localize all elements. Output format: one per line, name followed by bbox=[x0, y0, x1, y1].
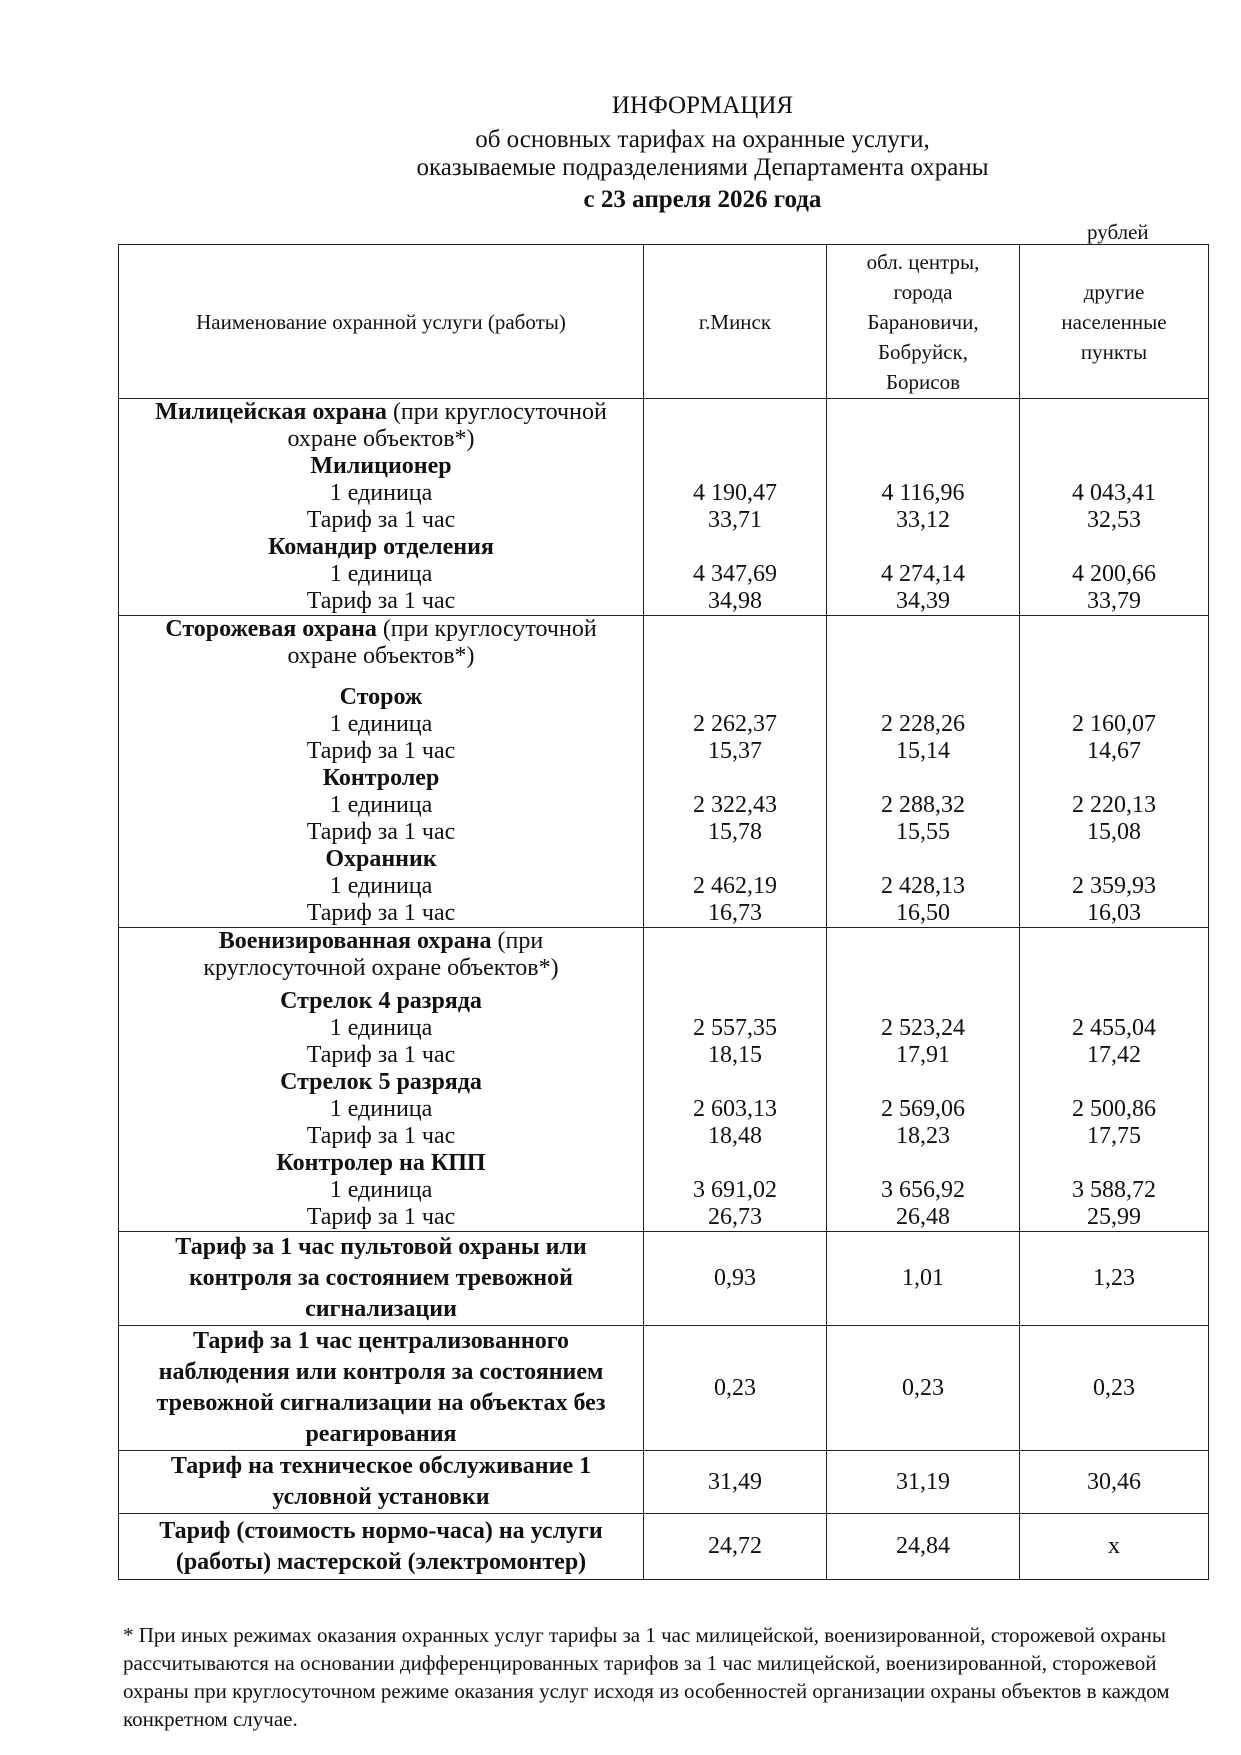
hour-value: 15,37 bbox=[708, 738, 762, 764]
section-blank bbox=[827, 399, 1019, 426]
value-cell-minsk bbox=[644, 616, 827, 928]
unit-label: 1 единица bbox=[329, 1177, 433, 1203]
column-header-other-line: населенные bbox=[1061, 309, 1167, 334]
section-title-line2: охране объектов*) bbox=[287, 426, 475, 452]
section-title-bold: Милицейская охрана bbox=[155, 399, 387, 425]
tariff-row-label: Тариф (стоимость нормо-часа) на услуги (работы) мастерской (электромонтер) bbox=[119, 1514, 644, 1580]
unit-label: 1 единица bbox=[329, 1096, 433, 1122]
section-blank bbox=[1020, 399, 1208, 426]
hour-value: 15,78 bbox=[708, 819, 762, 845]
hour-value: 33,71 bbox=[708, 507, 762, 533]
position-blank bbox=[1020, 988, 1208, 1015]
unit-label: 1 единица bbox=[329, 873, 433, 899]
tariff-row-label: Тариф за 1 час пультовой охраны или контроля за состоянием тревожной сигнализации bbox=[119, 1232, 644, 1326]
section-blank bbox=[644, 928, 826, 955]
unit-value: 2 500,86 bbox=[1072, 1096, 1156, 1122]
tariff-value-other-settlements: 1,23 bbox=[1020, 1232, 1209, 1326]
position-blank bbox=[644, 1069, 826, 1096]
unit-value: 2 455,04 bbox=[1072, 1015, 1156, 1041]
position-name: Охранник bbox=[325, 846, 437, 872]
value-cell-minsk bbox=[644, 928, 827, 1232]
section-blank bbox=[827, 426, 1019, 453]
section-spacer bbox=[644, 670, 826, 684]
unit-value: 3 656,92 bbox=[881, 1177, 965, 1203]
unit-value: 2 603,13 bbox=[693, 1096, 777, 1122]
position-blank bbox=[827, 846, 1019, 873]
section-title-bold: Военизированная охрана bbox=[218, 928, 492, 954]
unit-value: 2 428,13 bbox=[881, 873, 965, 899]
section-blank bbox=[1020, 643, 1208, 670]
section-blank bbox=[644, 399, 826, 426]
tariff-row bbox=[119, 1326, 1209, 1451]
hour-value: 15,55 bbox=[896, 819, 950, 845]
position-blank bbox=[827, 684, 1019, 711]
unit-value: 2 322,43 bbox=[693, 792, 777, 818]
position-blank bbox=[827, 765, 1019, 792]
document-title: ИНФОРМАЦИЯ bbox=[611, 92, 794, 119]
section-row bbox=[119, 616, 1209, 928]
hour-label: Тариф за 1 час bbox=[306, 738, 456, 764]
section-title-line2: круглосуточной охране объектов*) bbox=[203, 955, 559, 981]
position-blank bbox=[1020, 1069, 1208, 1096]
section-title bbox=[119, 399, 643, 426]
unit-value: 4 274,14 bbox=[881, 561, 965, 587]
hour-value: 15,08 bbox=[1087, 819, 1141, 845]
position-name: Контролер bbox=[322, 765, 440, 791]
hour-label: Тариф за 1 час bbox=[306, 1204, 456, 1230]
unit-value: 3 588,72 bbox=[1072, 1177, 1156, 1203]
section-title bbox=[119, 616, 643, 643]
section-title-rest: (при круглосуточной bbox=[376, 616, 597, 642]
unit-label: 1 единица bbox=[329, 792, 433, 818]
tariff-value-minsk: 0,93 bbox=[644, 1232, 827, 1326]
tariff-row-label: Тариф за 1 час централизованного наблюдения или контроля за состоянием тревожной сигнализации на объектах без реагирования bbox=[119, 1326, 644, 1451]
unit-value: 2 569,06 bbox=[881, 1096, 965, 1122]
section-blank bbox=[827, 928, 1019, 955]
position-blank bbox=[827, 534, 1019, 561]
column-header-service: Наименование охранной услуги (работы) bbox=[119, 245, 644, 399]
column-header-minsk: г.Минск bbox=[644, 245, 827, 399]
document-subtitle-line1: об основных тарифах на охранные услуги, bbox=[475, 126, 930, 153]
tariff-row bbox=[119, 1232, 1209, 1326]
hour-value: 17,42 bbox=[1087, 1042, 1141, 1068]
hour-value: 18,15 bbox=[708, 1042, 762, 1068]
unit-value: 2 462,19 bbox=[693, 873, 777, 899]
unit-value: 4 200,66 bbox=[1072, 561, 1156, 587]
position-name: Стрелок 5 разряда bbox=[280, 1069, 482, 1095]
tariff-value-minsk: 31,49 bbox=[644, 1451, 827, 1514]
hour-value: 33,12 bbox=[896, 507, 950, 533]
unit-value: 2 262,37 bbox=[693, 711, 777, 737]
position-name: Милиционер bbox=[310, 453, 452, 479]
section-blank bbox=[827, 643, 1019, 670]
tariff-row bbox=[119, 1451, 1209, 1514]
tariff-value-other-settlements: 0,23 bbox=[1020, 1326, 1209, 1451]
section-title-rest: (при круглосуточной bbox=[386, 399, 607, 425]
unit-value: 2 359,93 bbox=[1072, 873, 1156, 899]
effective-date: с 23 апреля 2026 года bbox=[583, 186, 822, 213]
position-blank bbox=[644, 1150, 826, 1177]
section-blank bbox=[644, 426, 826, 453]
hour-value: 26,73 bbox=[708, 1204, 762, 1230]
section-title bbox=[119, 928, 643, 955]
column-header-regional-centers-line: Барановичи, bbox=[867, 309, 979, 334]
section-row bbox=[119, 928, 1209, 1232]
unit-value: 2 160,07 bbox=[1072, 711, 1156, 737]
tariff-table bbox=[118, 244, 1209, 1580]
section-spacer bbox=[119, 670, 643, 684]
position-blank bbox=[1020, 453, 1208, 480]
position-blank bbox=[1020, 765, 1208, 792]
footnote: * При иных режимах оказания охранных услуг тарифы за 1 час милицейской, военизированной, сторожевой охраны рассчитываются на основании дифференцированных тарифов за 1 час милицейской, военизированной, сторожевой охраны при круглосуточном режиме оказания услуг исходя из особенностей организации охраны объектов в каждом конкретном случае. bbox=[123, 1623, 1170, 1731]
section-blank bbox=[827, 955, 1019, 982]
position-name: Командир отделения bbox=[268, 534, 494, 560]
hour-value: 32,53 bbox=[1087, 507, 1141, 533]
value-cell-regional-centers bbox=[827, 616, 1020, 928]
unit-label: 1 единица bbox=[329, 561, 433, 587]
position-blank bbox=[644, 453, 826, 480]
section-name-cell bbox=[119, 399, 644, 616]
tariff-value-regional-centers: 24,84 bbox=[827, 1514, 1020, 1580]
unit-value: 2 220,13 bbox=[1072, 792, 1156, 818]
unit-value: 2 288,32 bbox=[881, 792, 965, 818]
tariff-value-minsk: 24,72 bbox=[644, 1514, 827, 1580]
tariff-value-minsk: 0,23 bbox=[644, 1326, 827, 1451]
value-cell-other-settlements bbox=[1020, 928, 1209, 1232]
hour-value: 34,98 bbox=[708, 588, 762, 614]
position-name: Сторож bbox=[339, 684, 423, 710]
unit-value: 2 523,24 bbox=[881, 1015, 965, 1041]
tariff-value-regional-centers: 0,23 bbox=[827, 1326, 1020, 1451]
column-header-regional-centers-line: Борисов bbox=[885, 369, 961, 394]
section-name-cell bbox=[119, 616, 644, 928]
tariff-row bbox=[119, 1514, 1209, 1580]
tariff-table-body bbox=[119, 399, 1209, 1580]
tariff-value-regional-centers: 31,19 bbox=[827, 1451, 1020, 1514]
section-name-cell bbox=[119, 928, 644, 1232]
position-blank bbox=[644, 534, 826, 561]
hour-value: 17,75 bbox=[1087, 1123, 1141, 1149]
position-blank bbox=[644, 988, 826, 1015]
section-title-rest: (при bbox=[491, 928, 544, 954]
tariff-value-other-settlements: х bbox=[1020, 1514, 1209, 1580]
unit-value: 2 228,26 bbox=[881, 711, 965, 737]
unit-label: 1 единица bbox=[329, 711, 433, 737]
column-header-regional-centers-line: Бобруйск, bbox=[878, 339, 968, 364]
section-blank bbox=[1020, 955, 1208, 982]
hour-value: 14,67 bbox=[1087, 738, 1141, 764]
value-cell-regional-centers bbox=[827, 928, 1020, 1232]
position-blank bbox=[827, 1069, 1019, 1096]
section-title-line2: охране объектов*) bbox=[287, 643, 475, 669]
value-cell-other-settlements bbox=[1020, 616, 1209, 928]
hour-label: Тариф за 1 час bbox=[306, 507, 456, 533]
unit-value: 4 347,69 bbox=[693, 561, 777, 587]
hour-value: 18,23 bbox=[896, 1123, 950, 1149]
tariff-value-regional-centers: 1,01 bbox=[827, 1232, 1020, 1326]
hour-value: 18,48 bbox=[708, 1123, 762, 1149]
column-header-regional-centers bbox=[827, 245, 1020, 399]
position-blank bbox=[644, 765, 826, 792]
unit-label: 1 единица bbox=[329, 480, 433, 506]
position-blank bbox=[827, 453, 1019, 480]
tariff-row-label: Тариф на техническое обслуживание 1 условной установки bbox=[119, 1451, 644, 1514]
table-header-row bbox=[119, 245, 1209, 399]
hour-value: 16,03 bbox=[1087, 900, 1141, 926]
hour-value: 26,48 bbox=[896, 1204, 950, 1230]
section-spacer bbox=[1020, 670, 1208, 684]
hour-label: Тариф за 1 час bbox=[306, 819, 456, 845]
unit-value: 3 691,02 bbox=[693, 1177, 777, 1203]
unit-value: 4 116,96 bbox=[881, 480, 965, 506]
hour-value: 25,99 bbox=[1087, 1204, 1141, 1230]
hour-value: 33,79 bbox=[1087, 588, 1141, 614]
hour-value: 17,91 bbox=[896, 1042, 950, 1068]
hour-value: 16,50 bbox=[896, 900, 950, 926]
unit-label: 1 единица bbox=[329, 1015, 433, 1041]
currency-unit: рублей bbox=[1087, 220, 1149, 244]
hour-label: Тариф за 1 час bbox=[306, 1123, 456, 1149]
position-blank bbox=[1020, 534, 1208, 561]
value-cell-other-settlements bbox=[1020, 399, 1209, 616]
position-name: Стрелок 4 разряда bbox=[280, 988, 482, 1014]
section-blank bbox=[827, 616, 1019, 643]
position-blank bbox=[1020, 684, 1208, 711]
section-blank bbox=[644, 616, 826, 643]
position-blank bbox=[827, 988, 1019, 1015]
position-blank bbox=[827, 1150, 1019, 1177]
column-header-other-line: другие bbox=[1083, 279, 1145, 304]
column-header-other-line: пункты bbox=[1080, 339, 1148, 364]
position-name: Контролер на КПП bbox=[276, 1150, 486, 1176]
hour-label: Тариф за 1 час bbox=[306, 900, 456, 926]
section-blank bbox=[1020, 616, 1208, 643]
position-blank bbox=[1020, 1150, 1208, 1177]
section-blank bbox=[644, 955, 826, 982]
section-spacer bbox=[827, 670, 1019, 684]
unit-value: 4 190,47 bbox=[693, 480, 777, 506]
column-header-other-settlements bbox=[1020, 245, 1209, 399]
position-blank bbox=[1020, 846, 1208, 873]
section-blank bbox=[1020, 426, 1208, 453]
document-subtitle-line2: оказываемые подразделениями Департамента охраны bbox=[416, 154, 989, 181]
value-cell-regional-centers bbox=[827, 399, 1020, 616]
unit-value: 2 557,35 bbox=[693, 1015, 777, 1041]
section-blank bbox=[644, 643, 826, 670]
hour-value: 15,14 bbox=[896, 738, 950, 764]
hour-value: 34,39 bbox=[896, 588, 950, 614]
position-blank bbox=[644, 684, 826, 711]
column-header-regional-centers-line: обл. центры, bbox=[866, 249, 980, 274]
section-row bbox=[119, 399, 1209, 616]
position-blank bbox=[644, 846, 826, 873]
section-blank bbox=[1020, 928, 1208, 955]
hour-label: Тариф за 1 час bbox=[306, 588, 456, 614]
section-title-bold: Сторожевая охрана bbox=[165, 616, 377, 642]
value-cell-minsk bbox=[644, 399, 827, 616]
column-header-regional-centers-line: города bbox=[893, 279, 953, 304]
hour-value: 16,73 bbox=[708, 900, 762, 926]
hour-label: Тариф за 1 час bbox=[306, 1042, 456, 1068]
unit-value: 4 043,41 bbox=[1072, 480, 1156, 506]
tariff-value-other-settlements: 30,46 bbox=[1020, 1451, 1209, 1514]
